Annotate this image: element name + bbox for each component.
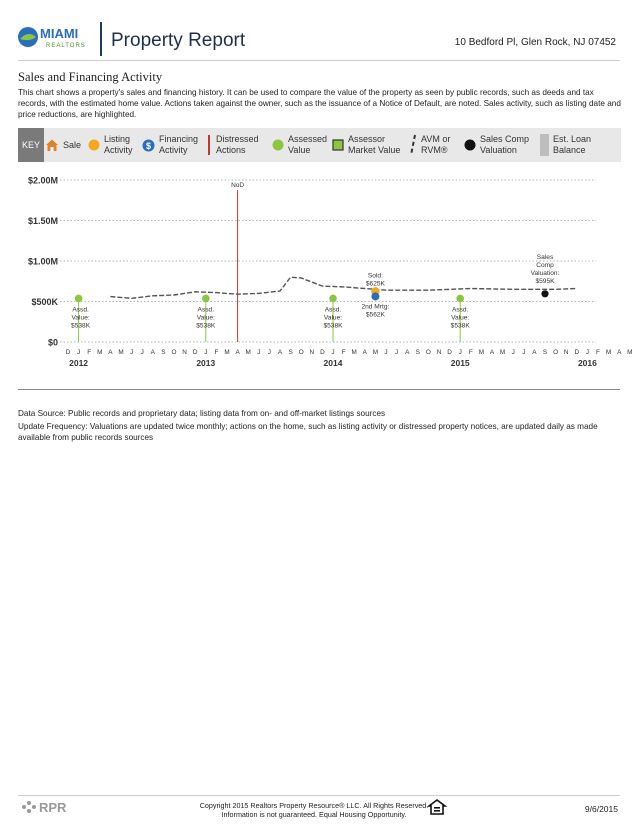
x-tick-label: N — [182, 349, 187, 356]
key-item-sales-comp-valuation — [464, 128, 534, 162]
property-address: 10 Bedford Pl, Glen Rock, NJ 07452 — [454, 37, 616, 48]
key-item-label: Financing Activity — [159, 134, 199, 155]
orange-dot-icon — [88, 139, 100, 151]
key-item-label: Listing Activity — [104, 134, 133, 155]
x-tick-label: M — [627, 349, 633, 356]
update-frequency-note: Update Frequency: Valuations are updated twice monthly; actions on the home, such as listing activity or distressed property notices, are updated daily as made available from public records sources — [18, 422, 598, 442]
x-tick-label: N — [436, 349, 442, 356]
x-tick-label: J — [257, 349, 261, 356]
key-item-avm-rvm — [409, 128, 461, 162]
key-item-listing-activity — [88, 128, 136, 162]
x-tick-label: A — [277, 349, 283, 356]
data-source-note: Data Source: Public records and proprietary data; listing data from on- and off-market listings sources — [18, 409, 386, 418]
logo-subtext: REALTORS — [46, 43, 86, 49]
x-tick-label: J — [76, 349, 81, 356]
x-tick-label: M — [118, 349, 124, 356]
key-item-assessor-market-value — [332, 128, 404, 162]
x-tick-label: J — [394, 349, 399, 356]
x-tick-label: O — [298, 349, 304, 356]
key-item-sale — [45, 128, 81, 162]
x-tick-label: J — [522, 349, 526, 356]
x-tick-label: S — [415, 349, 420, 356]
sale-label: Sold: $625K — [365, 272, 385, 288]
sales_comp-label: Sales Comp Valuation: $595K — [530, 253, 560, 285]
svg-text:$: $ — [145, 140, 152, 151]
assessed-value-marker — [202, 295, 210, 303]
x-tick-label: F — [214, 349, 219, 356]
x-tick-label: J — [204, 349, 208, 356]
key-label: KEY — [18, 128, 44, 162]
x-tick-label: S — [542, 349, 548, 356]
copyright-notice — [196, 801, 432, 819]
x-tick-label: A — [405, 349, 410, 356]
key-item-distressed-actions — [206, 128, 262, 162]
year-label: 2014 — [323, 358, 343, 368]
assessed-label: Assd. Value: $538K — [71, 306, 91, 330]
x-tick-label: J — [129, 349, 134, 356]
x-tick-label: M — [351, 349, 357, 356]
year-label: 2015 — [450, 358, 470, 368]
miami-realtors-logo — [16, 22, 96, 52]
x-tick-label: A — [108, 349, 113, 356]
x-tick-label: A — [362, 349, 367, 356]
key-item-label: AVM or RVM® — [421, 134, 451, 155]
x-tick-label: A — [532, 349, 537, 356]
y-tick-label: $0 — [47, 337, 58, 348]
sales-financing-chart — [18, 170, 633, 380]
sales-comp-marker — [541, 290, 548, 297]
assessed-label: Assd. Value: $538K — [450, 306, 470, 330]
year-label: 2013 — [196, 358, 216, 368]
distressed-action-label: NoD — [231, 182, 245, 189]
x-tick-label: D — [447, 349, 452, 356]
x-tick-label: A — [489, 349, 495, 356]
key-item-label: Sale — [63, 139, 82, 150]
key-item-label: Sales Comp Valuation — [480, 134, 530, 155]
header-divider — [100, 22, 102, 56]
x-tick-label: N — [309, 349, 315, 356]
x-tick-label: S — [288, 349, 293, 356]
chart-key — [18, 128, 621, 162]
red-line-icon — [206, 135, 212, 155]
financing-marker — [371, 292, 379, 300]
logo-text: MIAMI — [40, 26, 79, 41]
x-tick-label: F — [87, 349, 92, 356]
chart-divider — [18, 389, 620, 390]
x-tick-label: F — [596, 349, 600, 356]
x-tick-label: J — [267, 349, 272, 356]
x-tick-label: D — [65, 349, 71, 356]
x-tick-label: J — [585, 349, 590, 356]
x-tick-label: D — [320, 349, 325, 356]
x-tick-label: A — [235, 349, 240, 356]
x-tick-label: J — [458, 349, 462, 356]
x-tick-label: F — [468, 349, 473, 356]
equal-housing-icon — [428, 799, 446, 815]
x-tick-label: J — [331, 349, 335, 356]
copyright-line: Copyright 2015 Realtors Property Resource® LLC. All Rights Reserved. — [199, 801, 429, 810]
y-tick-label: $1.50M — [27, 216, 58, 226]
x-tick-label: N — [563, 349, 569, 356]
x-tick-label: M — [224, 349, 230, 356]
x-tick-label: M — [478, 349, 485, 356]
assessed-value-marker — [456, 295, 464, 303]
house-icon — [45, 138, 59, 152]
rpr-logo-text: RPR — [39, 800, 67, 815]
dashed-line-icon — [409, 134, 417, 156]
gray-bar-icon — [540, 134, 549, 156]
key-item-label: Distressed Actions — [216, 134, 259, 155]
x-tick-label: J — [140, 349, 144, 356]
key-item-financing-activity — [142, 128, 201, 162]
x-tick-label: M — [97, 349, 103, 356]
dollar-circle-icon — [142, 139, 155, 152]
key-item-est-loan-balance — [540, 128, 599, 162]
assessed-label: Assd. Value: $538K — [196, 306, 216, 330]
page-title: Property Report — [111, 30, 246, 51]
x-tick-label: O — [553, 349, 559, 356]
footer-rule — [18, 795, 620, 796]
x-tick-label: D — [574, 349, 580, 356]
key-item-label: Est. Loan Balance — [553, 134, 592, 155]
x-tick-label: J — [511, 349, 515, 356]
x-tick-label: J — [384, 349, 388, 356]
key-item-assessed-value — [272, 128, 332, 162]
x-tick-label: S — [161, 349, 166, 356]
x-tick-label: O — [171, 349, 177, 356]
financing-label: 2nd Mrtg: $562K — [361, 303, 390, 319]
assessed-label: Assd. Value: $538K — [323, 306, 343, 330]
assessed-value-marker — [329, 295, 337, 303]
year-label: 2012 — [69, 358, 89, 368]
section-title: Sales and Financing Activity — [18, 70, 163, 84]
x-tick-label: D — [192, 349, 198, 356]
rpr-logo — [18, 797, 78, 817]
black-dot-icon — [464, 139, 476, 151]
y-tick-label: $2.00M — [27, 175, 58, 186]
green-square-icon — [332, 139, 344, 151]
x-tick-label: M — [605, 349, 612, 356]
y-tick-label: $1.00M — [27, 256, 58, 267]
header-rule — [18, 60, 620, 61]
green-dot-icon — [272, 139, 284, 151]
x-tick-label: M — [499, 349, 506, 356]
assessed-value-marker — [75, 295, 83, 303]
x-tick-label: M — [372, 349, 379, 356]
key-item-label: Assessed Value — [288, 134, 328, 155]
avm-series-line — [110, 277, 576, 298]
year-label: 2016 — [577, 358, 597, 368]
section-description: This chart shows a property's sales and financing history. It can be used to compare the value of the property as seen by public records, such as deeds and tax records, with the estimated home value. Actions taken against the owner, such as the issuance of a Notice of Default, are noted. Sales activity, such as listing date and price reductions, are highlighted. — [18, 88, 621, 119]
x-tick-label: F — [341, 349, 346, 356]
key-item-label: Assessor Market Value — [348, 134, 401, 155]
x-tick-label: A — [150, 349, 155, 356]
x-tick-label: A — [617, 349, 622, 356]
y-tick-label: $500K — [31, 297, 58, 307]
disclaimer-line: Information is not guaranteed. Equal Housing Opportunity. — [221, 810, 407, 819]
x-tick-label: O — [425, 349, 431, 356]
x-tick-label: M — [245, 349, 251, 356]
footer-date: 9/6/2015 — [584, 804, 618, 814]
